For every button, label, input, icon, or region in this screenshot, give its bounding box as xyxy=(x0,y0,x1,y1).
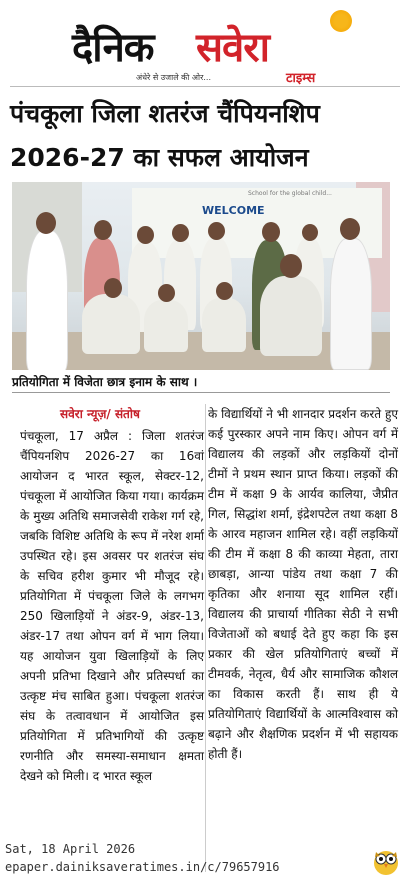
person-head xyxy=(158,284,175,302)
footer-url[interactable]: epaper.dainiksaveratimes.in/c/79657916 xyxy=(5,860,280,874)
person-head xyxy=(340,218,360,240)
masthead xyxy=(0,0,410,88)
sun-icon xyxy=(330,10,352,32)
masthead-tagline: अंधेरे से उजाले की ओर... xyxy=(136,73,212,82)
person-figure xyxy=(330,238,372,370)
article-body-right: के विद्यार्थियों ने भी शानदार प्रदर्शन करते हुए कई पुरस्कार अपने नाम किए। ओपन वर्ग में विद्यालय की लड़कों और लड़कियों दोनों टीमों ने प्रथम स्थान प्राप्त किया। लड़कों की टीम में कक्षा 9 के आर्यव कालिया, जैप्रीत गिल, सिद्धांश शर्मा, इंद्रेशपटेल तथा कक्षा 8 के आरव महाजन शामिल रहे। वहीं लड़कियों की टीम में कक्षा 8 की काव्या मेहता, तारा छाबड़ा, आन्या पांडेय तथा कक्षा 7 की कृतिका और शनाया सूद शामिल रहीं। विद्यालय की प्राचार्या गीतिका सेठी ने सभी विजेताओं को बधाई देते हुए कहा कि इस प्रकार की खेल प्रतियोगिताएं बच्चों में टीमवर्क, नेतृत्व, धैर्य और सामाजिक कौशल का विकास करती हैं। साथ ही ये प्रतियोगिताएं विद्यार्थियों के आत्मविश्वास को बढ़ाने और शैक्षणिक प्रदर्शन में भी सहायक होती हैं। xyxy=(208,407,398,761)
person-head xyxy=(104,278,122,298)
person-head xyxy=(262,222,280,242)
footer-date: Sat, 18 April 2026 xyxy=(5,842,136,856)
masthead-edition: टाइम्स xyxy=(286,71,316,86)
person-head xyxy=(172,224,189,242)
logo-dainik: दैनिक xyxy=(72,25,154,71)
photo-caption: प्रतियोगिता में विजेता छात्र इनाम के साथ । xyxy=(12,372,390,392)
person-head xyxy=(94,220,112,240)
board-text: WELCOME xyxy=(202,204,265,217)
person-head xyxy=(302,224,318,241)
person-figure xyxy=(260,276,322,356)
article-body-left: पंचकूला, 17 अप्रैल : जिला शतरंज चैंपियनशिप 2026-27 का 16वां आयोजन द भारत स्कूल, सेक्टर-12, पंचकूला में आयोजित किया गया। कार्यक्रम के मुख्य अतिथि समाजसेवी राकेश गर्ग रहे, जबकि विशिष्ट अतिथि के रूप में नरेश शर्मा उपस्थित रहे। इस अवसर पर शतरंज संघ के सचिव हरीश कुमार भी मौजूद रहे। प्रतियोगिता में पंचकूला जिले के लगभग 250 खिलाड़ियों ने अंडर-9, अंडर-13, अंडर-17 तथा ओपन वर्ग में भाग लिया। यह आयोजन युवा खिलाड़ियों के लिए अपनी प्रतिभा दिखाने और प्रतिस्पर्धा का उत्कृष्ट मंच साबित हुआ। पंचकूला शतरंज संघ के तत्वावधान में आयोजित इस प्रतियोगिता में प्रतिभागियों की उत्कृष्ट रणनीति और समस्या-समाधान क्षमता देखने को मिली। द भारत स्कूल xyxy=(20,429,204,783)
headline: पंचकूला जिला शतरंज चैंपियनशिप 2026-27 का सफल आयोजन xyxy=(10,99,320,172)
person-figure xyxy=(26,230,68,370)
person-figure xyxy=(82,294,140,354)
masthead-divider xyxy=(10,86,400,87)
person-head xyxy=(280,254,302,278)
board-subtext: School for the global child... xyxy=(248,190,332,197)
owl-icon xyxy=(372,846,400,876)
person-head xyxy=(216,282,233,300)
column-divider xyxy=(205,404,206,872)
logo-savera: सवेरा xyxy=(196,25,269,71)
person-head xyxy=(208,222,225,240)
person-figure xyxy=(202,298,246,352)
news-photo xyxy=(12,182,390,370)
person-head xyxy=(137,226,154,244)
footer xyxy=(5,840,280,876)
person-head xyxy=(36,212,56,234)
person-figure xyxy=(144,300,188,352)
caption-divider xyxy=(12,392,390,393)
byline: सवेरा न्यूज़/ संतोष xyxy=(60,407,140,421)
